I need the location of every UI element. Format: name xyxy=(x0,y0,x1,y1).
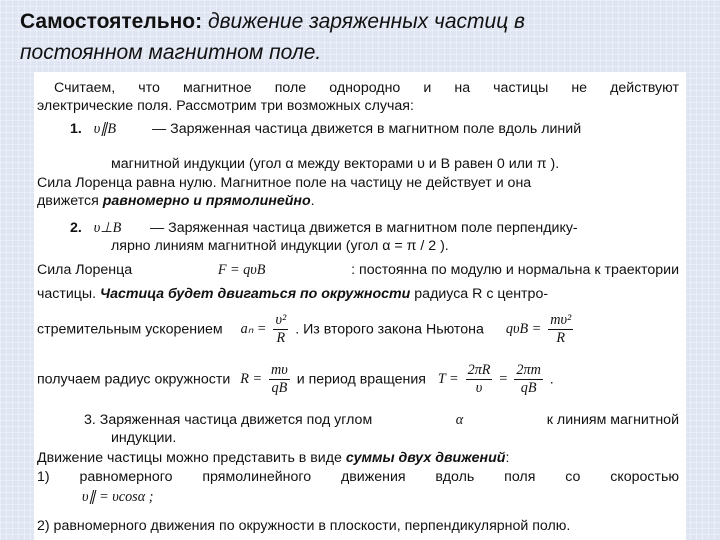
case1-line-1: — Заряженная частица движется в магнитном поле вдоль линий xyxy=(152,121,582,137)
motion1-line xyxy=(37,469,679,485)
word: на xyxy=(454,80,471,96)
period-fraction-1: $\frac{2\pi R}{\upsilon}$ xyxy=(467,362,491,396)
period-fraction-2: $\frac{2\pi m}{qB}$ xyxy=(516,362,541,396)
case1-number: 1. υ∥B xyxy=(70,121,117,137)
alpha-symbol: α xyxy=(455,412,464,428)
word: движения xyxy=(340,469,406,485)
case2-line-1: — Заряженная частица движется в магнитном поле перпендику- xyxy=(150,220,578,236)
case1-line-2: магнитной индукции (угол α между векторами υ и B равен 0 или π ). xyxy=(111,156,560,172)
accel-fraction: $\frac{\text{υ²}}{R}$ xyxy=(275,312,287,346)
lorentz-line: Сила Лоренца F = qυB : постоянна по модулю и нормальна к траектории xyxy=(37,262,679,278)
title-rest-line2: постоянном магнитном поле. xyxy=(20,41,322,64)
case3-line-1: 3. Заряженная частица движется под углом α к линиям магнитной xyxy=(84,412,679,428)
word: поле xyxy=(274,80,307,96)
word: прямолинейного xyxy=(202,469,312,485)
word: равномерного xyxy=(79,469,173,485)
word: со xyxy=(565,469,581,485)
word: не xyxy=(571,80,588,96)
document-page xyxy=(34,72,686,540)
motion1-formula: υ∥ = υcosα ; xyxy=(82,489,154,505)
word: 1) xyxy=(37,469,50,485)
word: магнитное xyxy=(182,80,252,96)
sum-line: Движение частицы можно представить в виде суммы двух движений: xyxy=(37,450,510,466)
word: поля xyxy=(504,469,536,485)
lorentz-formula: F = qυB xyxy=(217,262,266,278)
word: однородно xyxy=(329,80,401,96)
intro-line-1 xyxy=(54,80,679,96)
word: и xyxy=(423,80,432,96)
word: вдоль xyxy=(435,469,475,485)
word: Считаем, xyxy=(54,80,116,96)
case2-line-2: лярно линиям магнитной индукции (угол α = π / 2 ). xyxy=(111,238,449,254)
velocity-parallel-field-symbol: υ∥B xyxy=(93,121,117,137)
case3-line-2: индукции. xyxy=(111,430,177,446)
case2-number: 2. υ⊥B xyxy=(70,220,122,236)
slide-title xyxy=(20,6,710,68)
particle-line: частицы. Частица будет двигаться по окружности радиуса R с центро- xyxy=(37,286,549,302)
intro-line-2: электрические поля. Рассмотрим три возможных случая: xyxy=(37,98,414,114)
radius-period-line: получаем радиус окружности R = $\frac{m\upsilon}{qB}$ и период вращения T = $\frac{2\pi R}{\upsilon}$ = $\frac{2\pi m}{qB}$ . xyxy=(37,362,554,396)
word: действуют xyxy=(610,80,679,96)
lorentz-zero-line-1: Сила Лоренца равна нулю. Магнитное поле на частицу не действует и она xyxy=(37,175,532,191)
motion2-line: 2) равномерного движения по окружности в плоскости, перпендикулярной полю. xyxy=(37,518,571,534)
radius-fraction: $\frac{m\upsilon}{qB}$ xyxy=(270,362,288,396)
velocity-perp-field-symbol: υ⊥B xyxy=(93,220,122,236)
word: скоростью xyxy=(610,469,679,485)
newton-fraction: $\frac{\text{mυ²}}{R}$ xyxy=(550,312,572,346)
word: что xyxy=(138,80,160,96)
title-rest: движение заряженных частиц в xyxy=(202,10,525,33)
accel-line: стремительным ускорением aₙ = $\frac{\text{υ²}}{R}$ . Из второго закона Ньютона qυB = $\frac{\text{mυ²}}{R}$ xyxy=(37,312,572,346)
title-lead: Самостоятельно: xyxy=(20,10,203,33)
lorentz-zero-line-2: движется равномерно и прямолинейно. xyxy=(37,193,315,209)
word: частицы xyxy=(493,80,549,96)
